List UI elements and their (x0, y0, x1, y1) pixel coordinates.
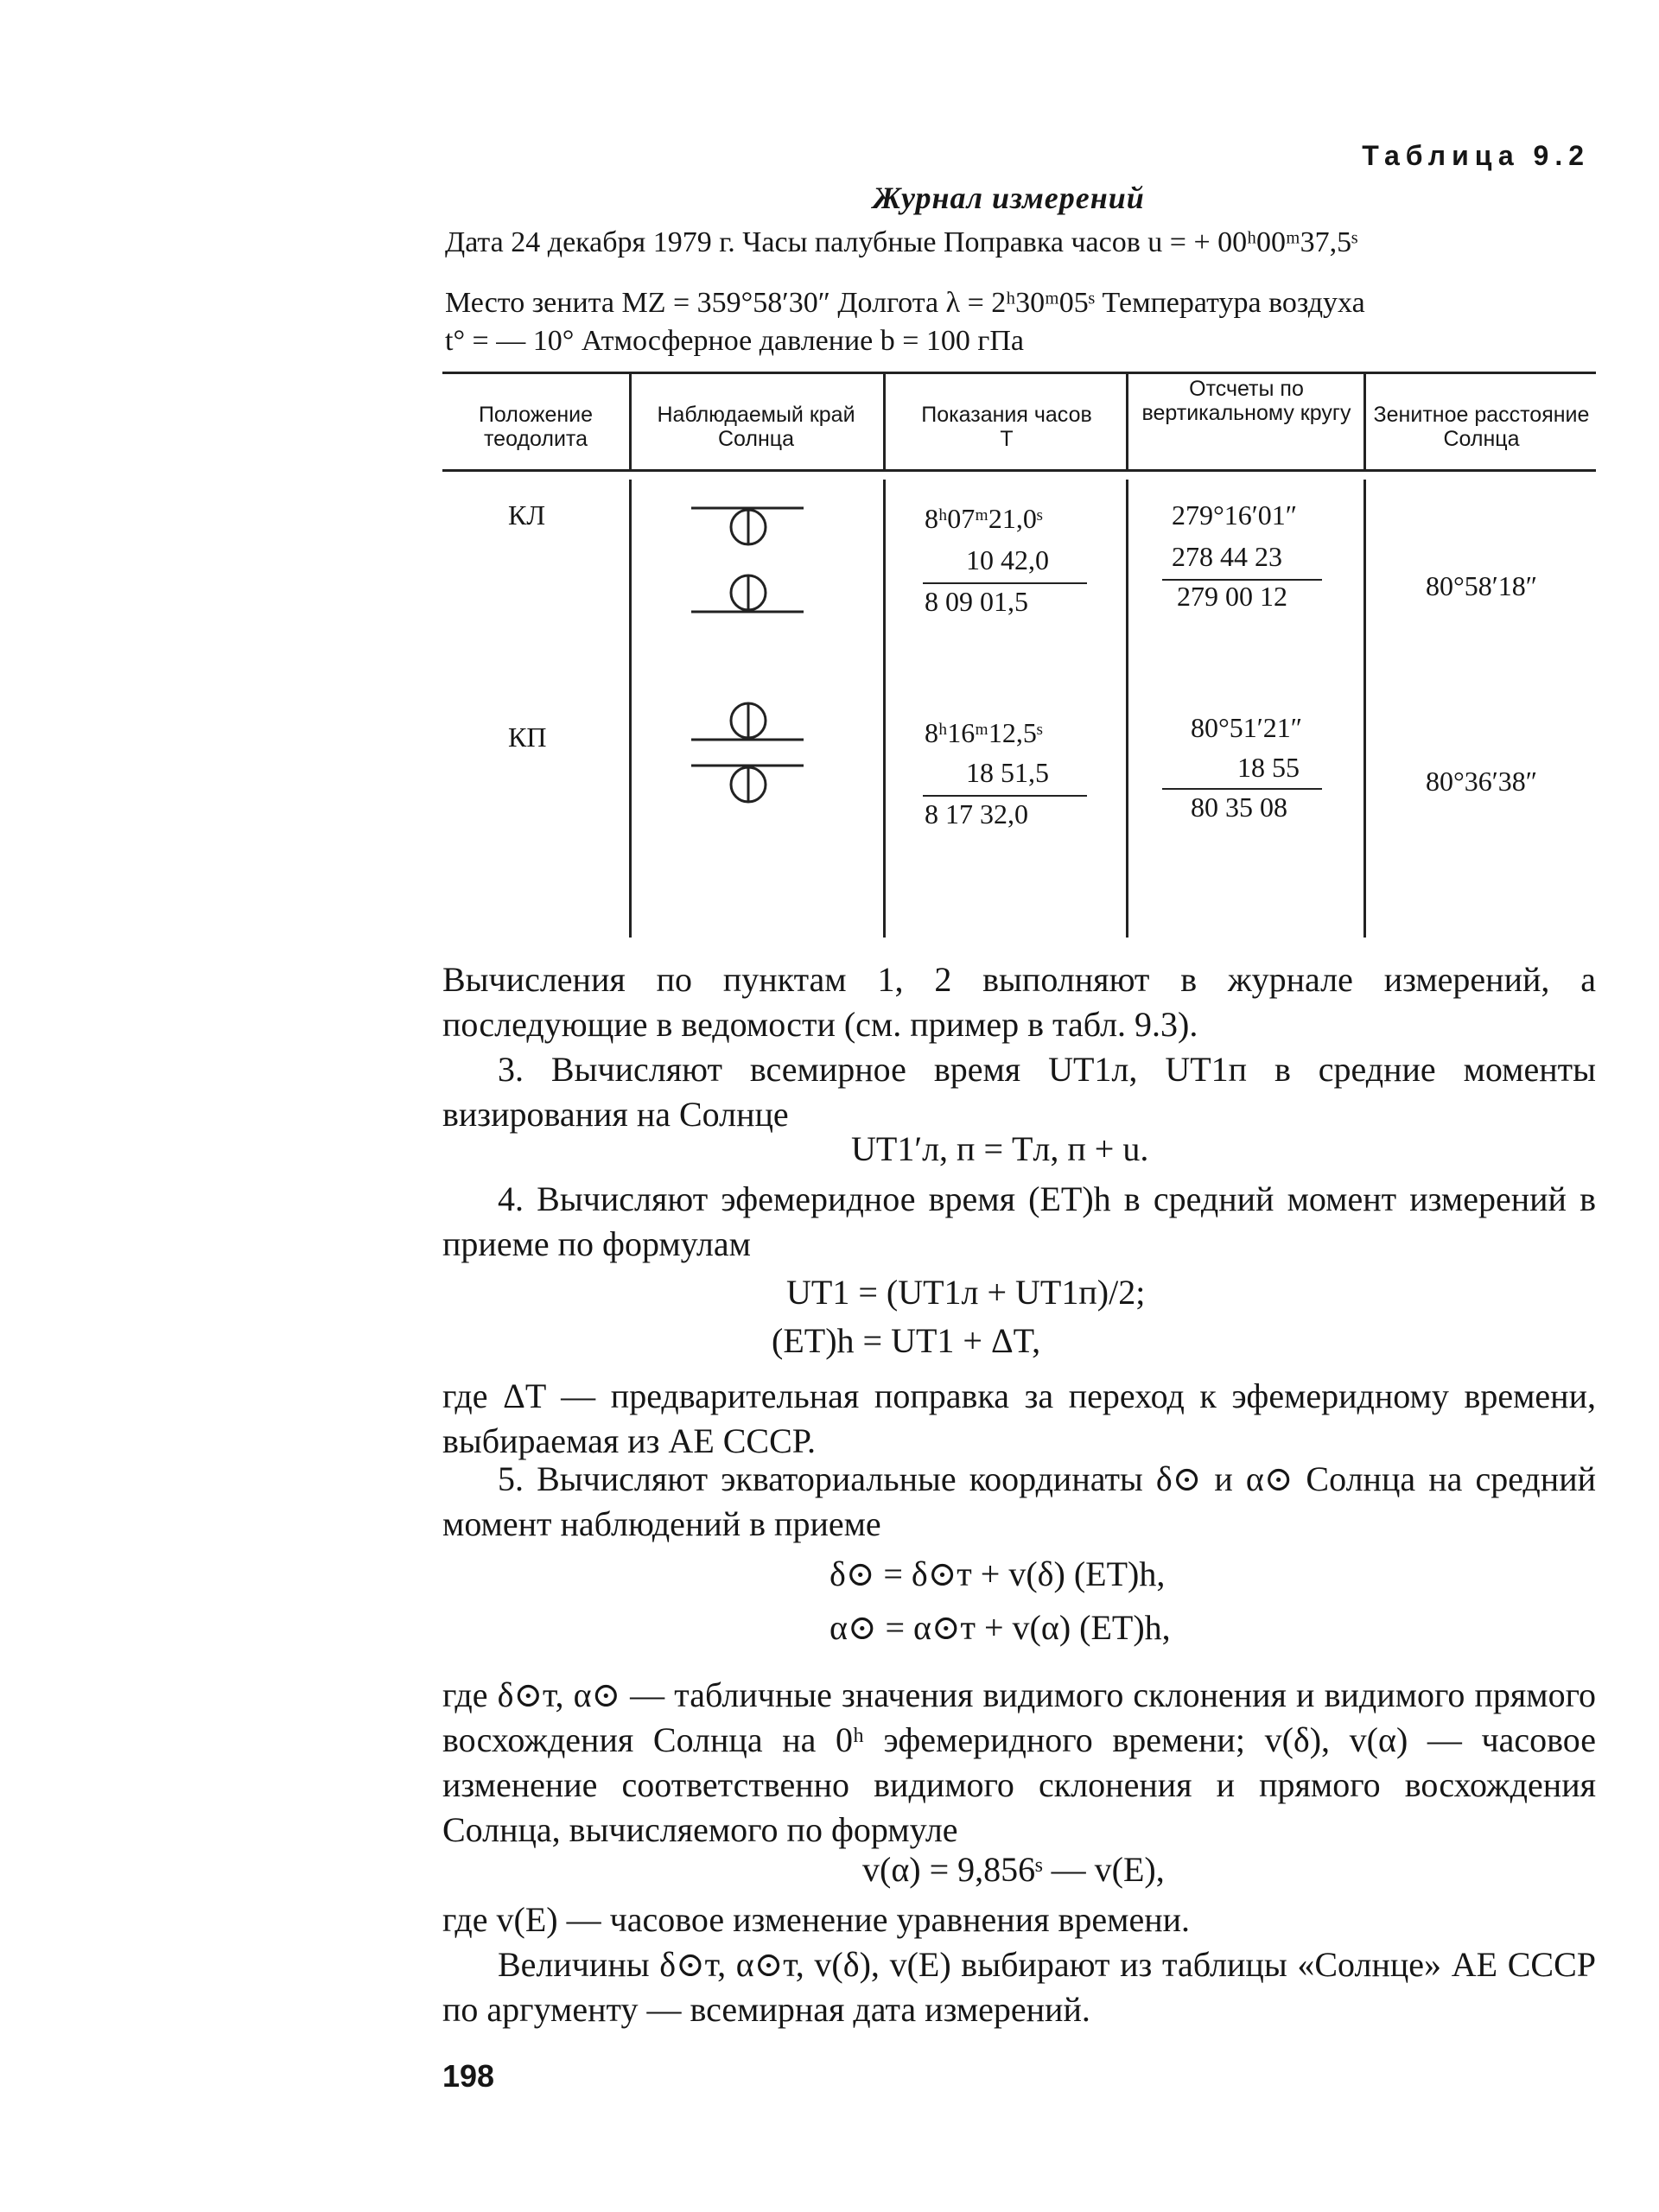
paragraph-5: 5. Вычисляют экваториальные координаты δ⊙ и α⊙ Солнца на средний момент наблюдений в приеме (442, 1459, 1596, 1543)
journal-title: Журнал измерений (873, 181, 1145, 215)
row2-circle-2: 18 55 (1237, 752, 1300, 783)
row1-position: КЛ (508, 499, 546, 531)
row1-clock-1: 8ʰ07ᵐ21,0ˢ (925, 503, 1043, 534)
row2-circle-sumline (1162, 788, 1322, 790)
paragraph-intro: Вычисления по пунктам 1, 2 выполняют в журнале измерений, а последующие в ведомости (см. пример в табл. 9.3). (442, 960, 1596, 1044)
row1-circle-2: 278 44 23 (1172, 541, 1282, 572)
row1-clock-sumline (923, 582, 1087, 584)
col-divider-3 (1126, 480, 1128, 938)
formula-ut1: UT1′л, п = Tл, п + u. (851, 1129, 1149, 1168)
row1-zenith: 80°58′18″ (1426, 570, 1538, 601)
header-limb: Наблюдаемый край Солнца (657, 403, 855, 451)
header-line-1: Дата 24 декабря 1979 г. Часы палубные Поправка часов u = + 00ʰ00ᵐ37,5ˢ (445, 226, 1358, 258)
row2-clock-mean: 8 17 32,0 (925, 798, 1028, 830)
row2-clock-2: 18 51,5 (966, 757, 1049, 788)
paragraph-3: 3. Вычисляют всемирное время UT1л, UT1п в средние моменты визирования на Солнце (442, 1050, 1596, 1134)
row2-circle-1: 80°51′21″ (1191, 712, 1303, 743)
row2-zenith: 80°36′38″ (1426, 766, 1538, 797)
col-divider-3-head (1126, 372, 1128, 469)
col-divider-4 (1363, 480, 1366, 938)
paragraph-where-equation-of-time: где v(E) — часовое изменение уравнения времени. (442, 1900, 1191, 1939)
formula-et: (ET)h = UT1 + ΔT, (772, 1321, 1041, 1360)
col-divider-1-head (629, 372, 632, 469)
formula-declination: δ⊙ = δ⊙т + v(δ) (ET)h, (830, 1554, 1166, 1593)
row1-circle-1: 279°16′01″ (1172, 499, 1298, 531)
paragraph-where-delta-t: где ΔT — предварительная поправка за переход к эфемеридному времени, выбираемая из АЕ СССР. (442, 1376, 1596, 1460)
paragraph-where-tabular: где δ⊙т, α⊙ — табличные значения видимого склонения и видимого прямого восхождения Солнца на 0ʰ эфемеридного времени; v(δ), v(α) — часовое изменение соответственно видимого склонения и прямого восхождения Солнца, вычисляемого по формуле (442, 1675, 1596, 1849)
row2-clock-1: 8ʰ16ᵐ12,5ˢ (925, 717, 1043, 748)
sun-upper-limb-icon (691, 501, 812, 553)
row2-clock-sumline (923, 795, 1087, 797)
col-divider-1 (629, 480, 632, 938)
header-line-2: Место зенита MZ = 359°58′30″ Долгота λ = 2ʰ30ᵐ05ˢ Температура воздуха (445, 287, 1365, 319)
formula-ut1-mean: UT1 = (UT1л + UT1п)/2; (786, 1273, 1146, 1312)
col-divider-2 (883, 480, 886, 938)
table-caption: Таблица 9.2 (1362, 140, 1590, 171)
paragraph-sources: Величины δ⊙т, α⊙т, v(δ), v(E) выбирают из таблицы «Солнце» АЕ СССР по аргументу — всемирная дата измерений. (442, 1945, 1596, 2029)
sun-lower-limb-icon (691, 570, 812, 622)
row1-clock-mean: 8 09 01,5 (925, 586, 1028, 617)
row2-circle-mean: 80 35 08 (1191, 791, 1287, 823)
col-divider-4-head (1363, 372, 1366, 469)
sun-lower-limb-icon (691, 698, 812, 750)
paragraph-4: 4. Вычисляют эфемеридное время (ET)h в средний момент измерений в приеме по формулам (442, 1179, 1596, 1263)
row1-clock-2: 10 42,0 (966, 544, 1049, 575)
header-clock: Показания часов T (921, 403, 1092, 451)
header-zenith: Зенитное расстояние Солнца (1373, 403, 1590, 451)
formula-hourly-change: v(α) = 9,856ˢ — v(E), (862, 1850, 1165, 1889)
header-position: Положение теодолита (478, 403, 594, 451)
row1-circle-mean: 279 00 12 (1177, 581, 1287, 612)
table-top-rule (442, 372, 1596, 374)
table-header-rule (442, 469, 1596, 472)
page-number: 198 (442, 2058, 495, 2094)
header-line-3: t° = — 10° Атмосферное давление b = 100 гПа (445, 325, 1025, 357)
col-divider-2-head (883, 372, 886, 469)
row2-position: КП (508, 721, 547, 753)
header-circle: Отсчеты по вертикальному кругу (1141, 377, 1351, 425)
sun-upper-limb-icon (691, 759, 812, 810)
formula-right-ascension: α⊙ = α⊙т + v(α) (ET)h, (830, 1608, 1171, 1647)
